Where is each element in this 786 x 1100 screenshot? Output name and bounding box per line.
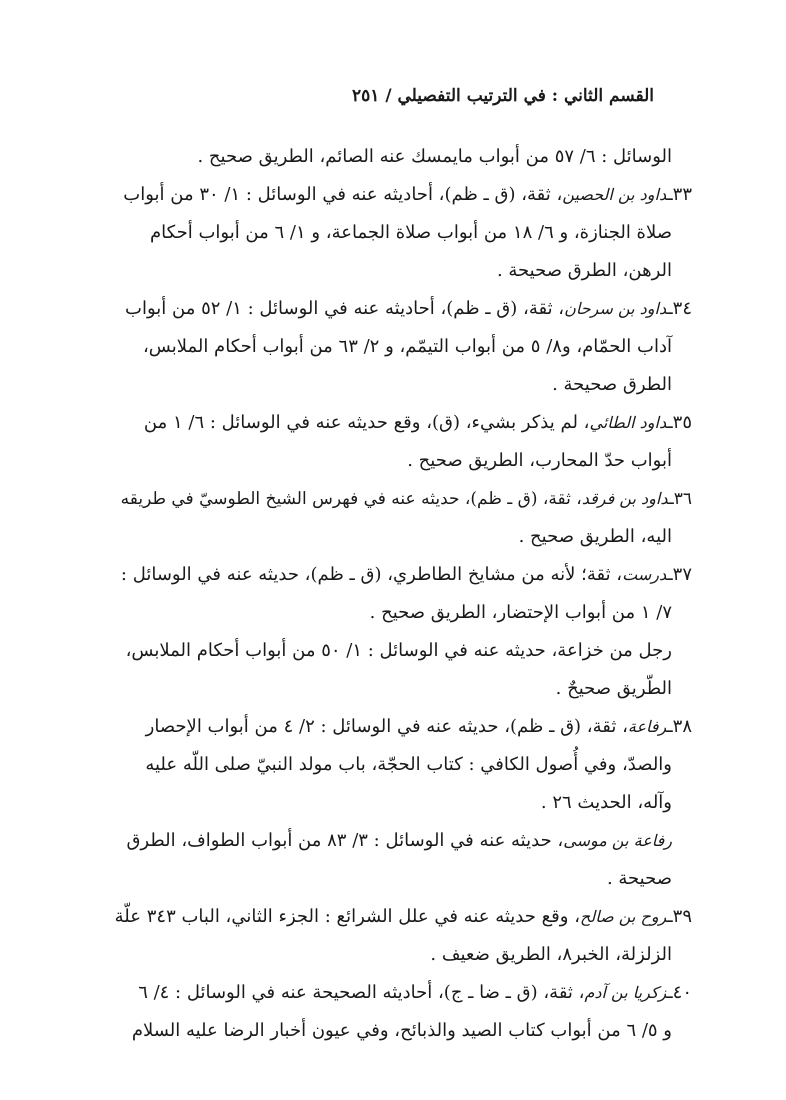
entry-40 <box>112 974 692 1050</box>
text-segment: ، لم يذكر بشيء، (ق)، وقع حديثه عنه في الوسائل : ٦/ ١ من <box>143 412 590 433</box>
text-line: الرهن، الطرق صحيحة . <box>496 260 672 281</box>
text-segment: ، ثقة، (ق ـ ظم)، أحاديثه عنه في الوسائل : ١/ ٥٢ من أبواب <box>125 298 565 319</box>
narrator-name: داود بن سرحان <box>564 299 668 318</box>
text-line <box>112 822 672 860</box>
text-line: ٧/ ١ من أبواب الإحتضار، الطريق صحيح . <box>369 602 672 623</box>
narrator-name: داود بن فرقد <box>581 489 669 508</box>
text-segment: ، ثقة، (ق ـ ظم)، حديثه عنه في فهرس الشيخ الطوسيّ في طريقه <box>120 489 582 509</box>
text-segment: ، ثقة، (ق ـ ضا ـ ج)، أحاديثه الصحيحة عنه في الوسائل : ٤/ ٦ <box>138 982 585 1003</box>
text-line <box>112 290 692 328</box>
text-line: آداب الحمّام، و٨/ ٥ من أبواب التيمّم، و ٢/ ٦٣ من أبواب أحكام الملابس، <box>142 336 672 357</box>
entry-number: ٣٦ـ <box>668 489 692 509</box>
narrator-name: روح بن صالح <box>580 907 668 926</box>
entry-number: ٣٣ـ <box>667 184 692 205</box>
narrator-name: داود الطائي <box>589 413 668 432</box>
text-line <box>112 898 692 936</box>
narrator-name: درست <box>622 565 668 584</box>
entry-36 <box>112 480 692 556</box>
entry-38-sub <box>112 822 672 898</box>
entry-35 <box>112 404 692 480</box>
text-line <box>112 176 692 214</box>
text-line: صلاة الجنازة، و ٦/ ١٨ من أبواب صلاة الجماعة، و ١/ ٦ من أبواب أحكام <box>150 222 672 243</box>
entry-37 <box>112 556 692 632</box>
entry-33 <box>112 176 692 290</box>
text-line: رجل من خزاعة، حديثه عنه في الوسائل : ١/ ٥٠ من أبواب أحكام الملابس، <box>125 640 672 661</box>
text-line: الطرق صحيحة . <box>552 374 672 395</box>
narrator-name: زكريا بن آدم <box>584 983 668 1002</box>
text-segment: ، ثقة؛ لأنه من مشايخ الطاطري، (ق ـ ظم)، حديثه عنه في الوسائل : <box>120 564 623 585</box>
narrator-name: رفاعة بن موسى <box>563 831 672 850</box>
text-line <box>112 480 692 518</box>
entry-38 <box>112 708 692 822</box>
entry-number: ٣٨ـ <box>667 716 692 737</box>
entry-number: ٣٩ـ <box>667 906 692 927</box>
entry-37-sub <box>112 632 672 708</box>
text-line <box>112 708 692 746</box>
entry-number: ٣٤ـ <box>667 298 692 319</box>
paragraph-continuation <box>112 138 672 176</box>
text-line <box>112 556 692 594</box>
narrator-name: داود بن الحصين <box>562 185 668 204</box>
text-segment: ، ثقة، (ق ـ ظم)، حديثه عنه في الوسائل : ٢/ ٤ من أبواب الإحصار <box>145 716 628 737</box>
text-line: أبواب حدّ المحارب، الطريق صحيح . <box>407 450 672 471</box>
entry-34 <box>112 290 692 404</box>
entry-39 <box>112 898 692 974</box>
text-line: الزلزلة، الخبر٨، الطريق ضعيف . <box>430 944 672 965</box>
entry-number: ٣٥ـ <box>667 412 692 433</box>
text-line: و ٥/ ٦ من أبواب كتاب الصيد والذبائح، وفي عيون أخبار الرضا عليه السلام <box>131 1020 672 1041</box>
text-segment: ، ثقة، (ق ـ ظم)، أحاديثه عنه في الوسائل : ١/ ٣٠ من أبواب <box>123 184 563 205</box>
text-line: والصدّ، وفي أُصول الكافي : كتاب الحجّة، باب مولد النبيّ صلى اللّه عليه <box>145 754 672 775</box>
text-line: صحيحة . <box>606 868 672 889</box>
text-line <box>112 404 692 442</box>
entry-number: ٣٧ـ <box>667 564 692 585</box>
text-segment: ، حديثه عنه في الوسائل : ٣/ ٨٣ من أبواب الطواف، الطرق <box>126 830 564 851</box>
narrator-name: رفاعة <box>627 717 668 736</box>
page-header: القسم الثاني : في الترتيب التفصيلي / ٢٥١ <box>352 86 654 106</box>
entry-number: ٤٠ـ <box>667 982 692 1003</box>
text-line: الوسائل : ٦/ ٥٧ من أبواب مايمسك عنه الصائم، الطريق صحيح . <box>197 146 672 167</box>
text-segment: ، وقع حديثه عنه في علل الشرائع : الجزء الثاني، الباب ٣٤٣ علّة <box>114 906 581 927</box>
text-line: وآله، الحديث ٢٦ . <box>540 792 672 813</box>
text-line <box>112 974 692 1012</box>
text-line: اليه، الطريق صحيح . <box>518 526 672 547</box>
text-line: الطّريق صحيحٌ . <box>555 678 672 699</box>
page-body <box>112 138 692 1050</box>
